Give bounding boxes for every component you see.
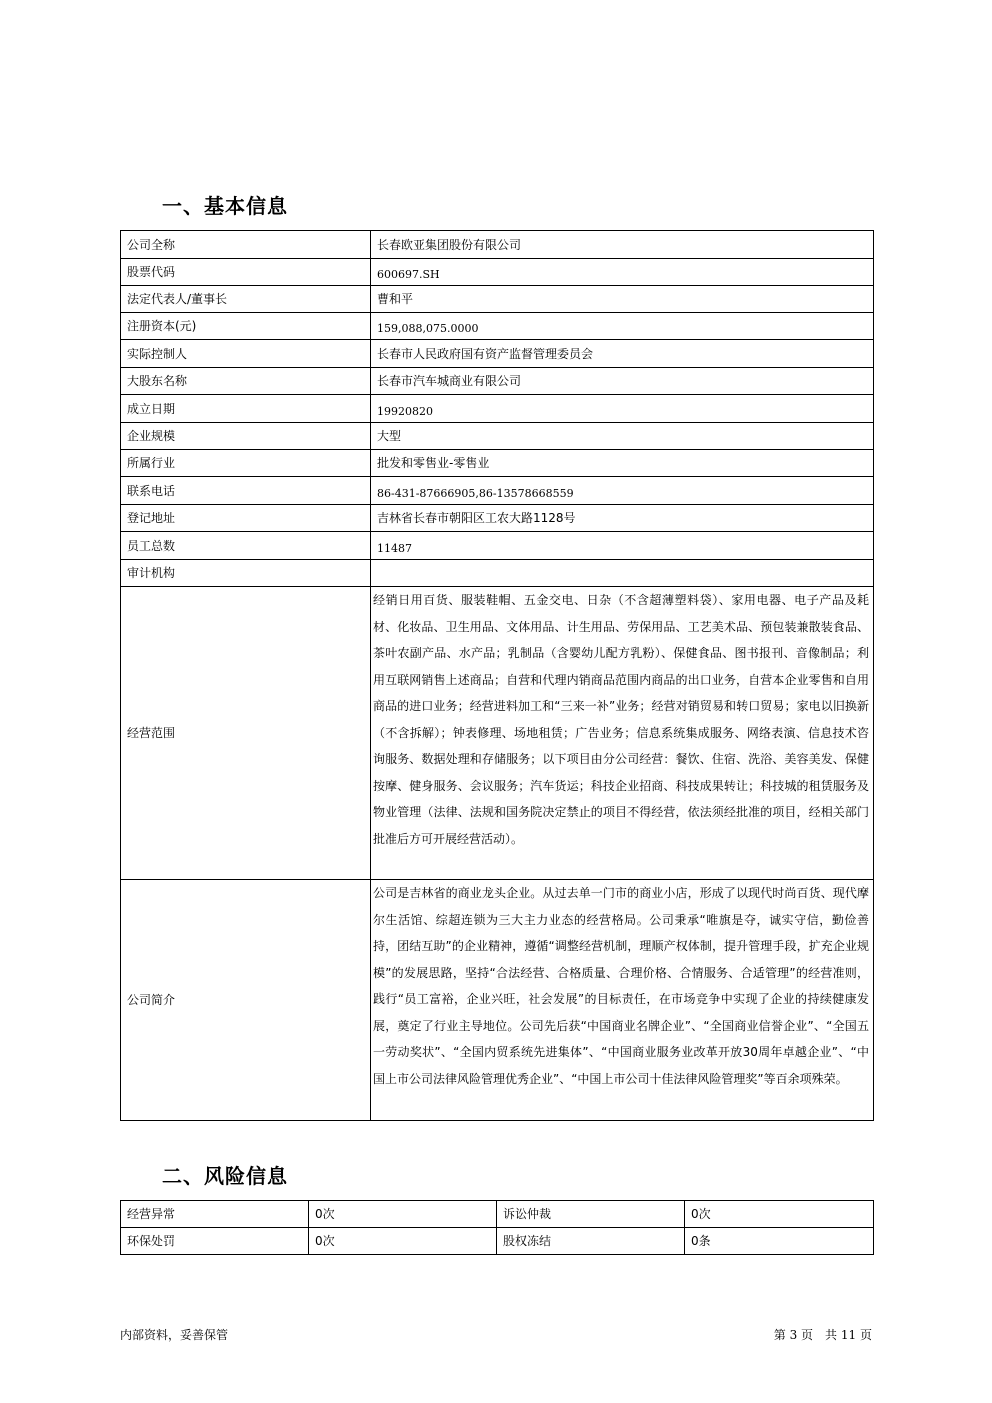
table-row [121,368,874,395]
row-value: 19920820 [371,395,874,423]
page-prefix: 第 [773,1328,786,1342]
row-label: 经营范围 [121,587,371,880]
risk-value: 0次 [685,1201,874,1228]
row-label: 企业规模 [121,423,371,450]
table-row [121,505,874,532]
basic-info-table [120,230,874,1121]
table-row [121,1201,874,1228]
row-label: 联系电话 [121,477,371,505]
section-title-risk: 二、风险信息 [162,1164,288,1188]
risk-value: 0次 [309,1228,497,1255]
table-row [121,231,874,259]
risk-info-table [120,1200,874,1255]
table-row [121,423,874,450]
row-value: 11487 [371,532,874,560]
table-row [121,587,874,880]
row-label: 审计机构 [121,560,371,587]
risk-value: 0次 [309,1201,497,1228]
company-profile-text: 公司是吉林省的商业龙头企业。从过去单一门市的商业小店，形成了以现代时尚百货、现代摩尔生活馆、综超连锁为三大主力业态的经营格局。公司秉承“唯旗是夺，诚实守信，勤俭善持，团结互助”的企业精神，遵循“调整经营机制，理顺产权体制，提升管理手段，扩充企业规模”的发展思路，坚持“合法经营、合格质量、合理价格、合情服务、合适管理”的经营准则，践行“员工富裕，企业兴旺，社会发展”的目标责任，在市场竞争中实现了企业的持续健康发展，奠定了行业主导地位。公司先后获“中国商业名牌企业”、“全国商业信誉企业”、“全国五一劳动奖状”、“全国内贸系统先进集体”、“中国商业服务业改革开放30周年卓越企业”、“中国上市公司法律风险管理优秀企业”、“中国上市公司十佳法律风险管理奖”等百余项殊荣。 [371,880,874,1121]
table-row [121,259,874,286]
row-label: 公司简介 [121,880,371,1121]
table-row [121,395,874,423]
risk-label: 股权冻结 [497,1228,685,1255]
page-suffix: 页 [859,1328,872,1342]
table-row [121,313,874,340]
row-value: 600697.SH [371,259,874,286]
table-row [121,450,874,477]
row-label: 大股东名称 [121,368,371,395]
row-value: 159,088,075.0000 [371,313,874,340]
row-value: 长春市汽车城商业有限公司 [371,368,874,395]
table-row [121,340,874,368]
risk-label: 诉讼仲裁 [497,1201,685,1228]
row-label: 法定代表人/董事长 [121,286,371,313]
row-label: 登记地址 [121,505,371,532]
row-value: 批发和零售业-零售业 [371,450,874,477]
table-row [121,1228,874,1255]
table-row [121,880,874,1121]
risk-label: 经营异常 [121,1201,309,1228]
row-label: 员工总数 [121,532,371,560]
row-value [371,560,874,587]
row-label: 注册资本(元) [121,313,371,340]
row-value: 曹和平 [371,286,874,313]
row-label: 所属行业 [121,450,371,477]
page-mid: 页 共 [801,1328,838,1342]
table-row [121,560,874,587]
risk-value: 0条 [685,1228,874,1255]
row-value: 长春市人民政府国有资产监督管理委员会 [371,340,874,368]
page-number [774,1326,872,1343]
table-row [121,286,874,313]
risk-label: 环保处罚 [121,1228,309,1255]
row-value: 长春欧亚集团股份有限公司 [371,231,874,259]
section-title-basic: 一、基本信息 [162,194,288,218]
page-total: 11 [840,1328,857,1342]
row-label: 成立日期 [121,395,371,423]
table-row [121,532,874,560]
row-value: 吉林省长春市朝阳区工农大路1128号 [371,505,874,532]
business-scope-text: 经销日用百货、服装鞋帽、五金交电、日杂（不含超薄塑料袋）、家用电器、电子产品及耗材、化妆品、卫生用品、文体用品、计生用品、劳保用品、工艺美术品、预包装兼散装食品、茶叶农副产品、水产品；乳制品（含婴幼儿配方乳粉）、保健食品、图书报刊、音像制品；利用互联网销售上述商品；自营和代理内销商品范围内商品的出口业务，自营本企业零售和自用商品的进口业务；经营进料加工和“三来一补”业务；经营对销贸易和转口贸易；家电以旧换新（不含拆解）；钟表修理、场地租赁；广告业务；信息系统集成服务、网络表演、信息技术咨询服务、数据处理和存储服务；以下项目由分公司经营：餐饮、住宿、洗浴、美容美发、保健按摩、健身服务、会议服务；汽车货运；科技企业招商、科技成果转让；科技城的租赁服务及物业管理（法律、法规和国务院决定禁止的项目不得经营，依法须经批准的项目，经相关部门批准后方可开展经营活动）。 [371,587,874,880]
row-label: 公司全称 [121,231,371,259]
row-value: 86-431-87666905,86-13578668559 [371,477,874,505]
row-label: 实际控制人 [121,340,371,368]
footer-note: 内部资料，妥善保管 [120,1328,229,1342]
row-value: 大型 [371,423,874,450]
table-row [121,477,874,505]
row-label: 股票代码 [121,259,371,286]
page-current: 3 [789,1328,798,1342]
